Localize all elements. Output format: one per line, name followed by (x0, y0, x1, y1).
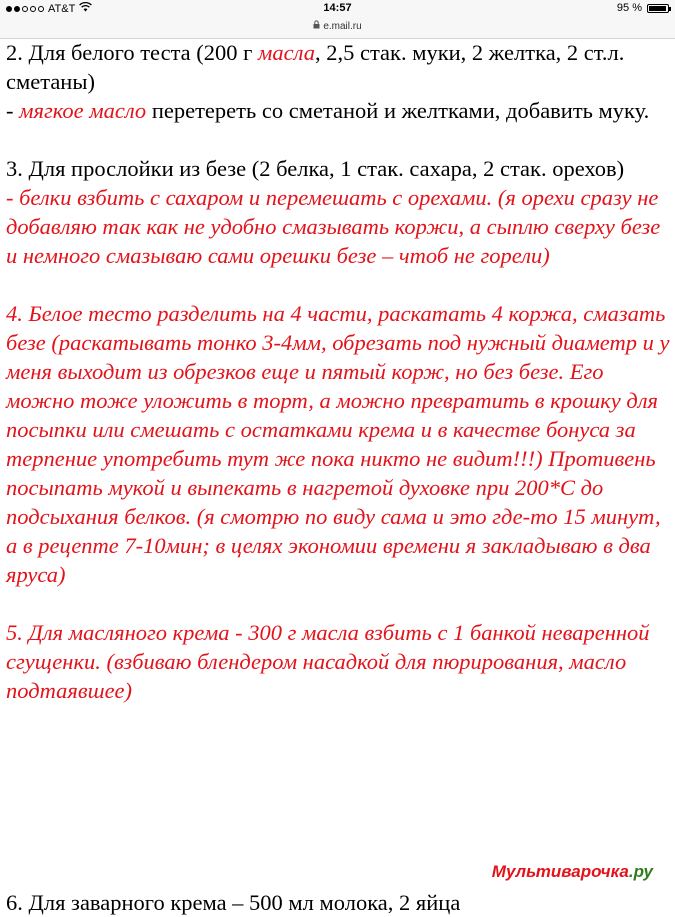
highlight-segment: мягкое масло (19, 98, 147, 123)
status-bar (0, 0, 675, 39)
step-3-ingredients: 3. Для прослойки из безе (2 белка, 1 стак. сахара, 2 стак. орехов) (6, 156, 625, 181)
lock-icon (313, 20, 320, 31)
address-bar[interactable] (0, 20, 675, 32)
battery-percent: 95 % (616, 2, 642, 14)
paragraph-gap (6, 125, 672, 154)
url-text: e.mail.ru (323, 21, 362, 32)
watermark-name: Мультиварочка (491, 862, 629, 881)
step-6-partial (6, 888, 672, 915)
text-segment: , 2,5 стак. муки, 2 желтка, 2 ст.л. сметаны) (6, 40, 625, 94)
text-segment: - (6, 98, 20, 123)
text-segment: 6. Для заварного крема – 500 мл молока, 2 яйца (6, 890, 461, 915)
battery-icon (647, 4, 669, 13)
highlight-segment: масла (258, 40, 315, 65)
site-watermark (492, 862, 653, 882)
clock: 14:57 (323, 2, 352, 14)
recipe-text (6, 38, 672, 705)
paragraph-gap (6, 270, 672, 299)
step-2-instruction (6, 96, 672, 125)
text-segment: 2. Для белого теста (200 г (6, 40, 259, 65)
status-right (617, 2, 669, 14)
step-5: 5. Для масляного крема - 300 г масла взбить с 1 банкой неваренной сгущенки. (взбиваю блендером насадкой для пюрирования, масло подтаявшее) (6, 620, 650, 703)
watermark-tld: .ру (628, 862, 653, 881)
step-4: 4. Белое тесто разделить на 4 части, раскатать 4 коржа, смазать безе (раскатывать тонко 3-4мм, обрезать под нужный диаметр и у меня выходит из обрезков еще и пятый корж, но без безе. Его можно тоже уложить в торт, а можно превратить в крошку для посыпки или смешать с остатками крема и в качестве бонуса за терпение употребить тут же пока никто не видит!!!) Противень посыпать мукой и выпекать в нагретой духовке при 200*С до подсыхания белков. (я смотрю по виду сама и это где-то 15 минут, а в рецепте 7-10мин; в целях экономии времени я закладываю в два яруса) (6, 301, 670, 587)
step-2-ingredients (6, 38, 672, 96)
paragraph-gap (6, 589, 672, 618)
step-3-instruction: - белки взбить с сахаром и перемешать с орехами. (я орехи сразу не добавляю так как не удобно смазывать коржи, а сыплю сверху безе и немного смазываю сами орешки безе – чтоб не горели) (6, 185, 661, 268)
battery-fill (649, 6, 666, 11)
text-segment: перетереть со сметаной и желтками, добавить муку. (146, 98, 650, 123)
carrier-label: AT&T (48, 2, 76, 15)
